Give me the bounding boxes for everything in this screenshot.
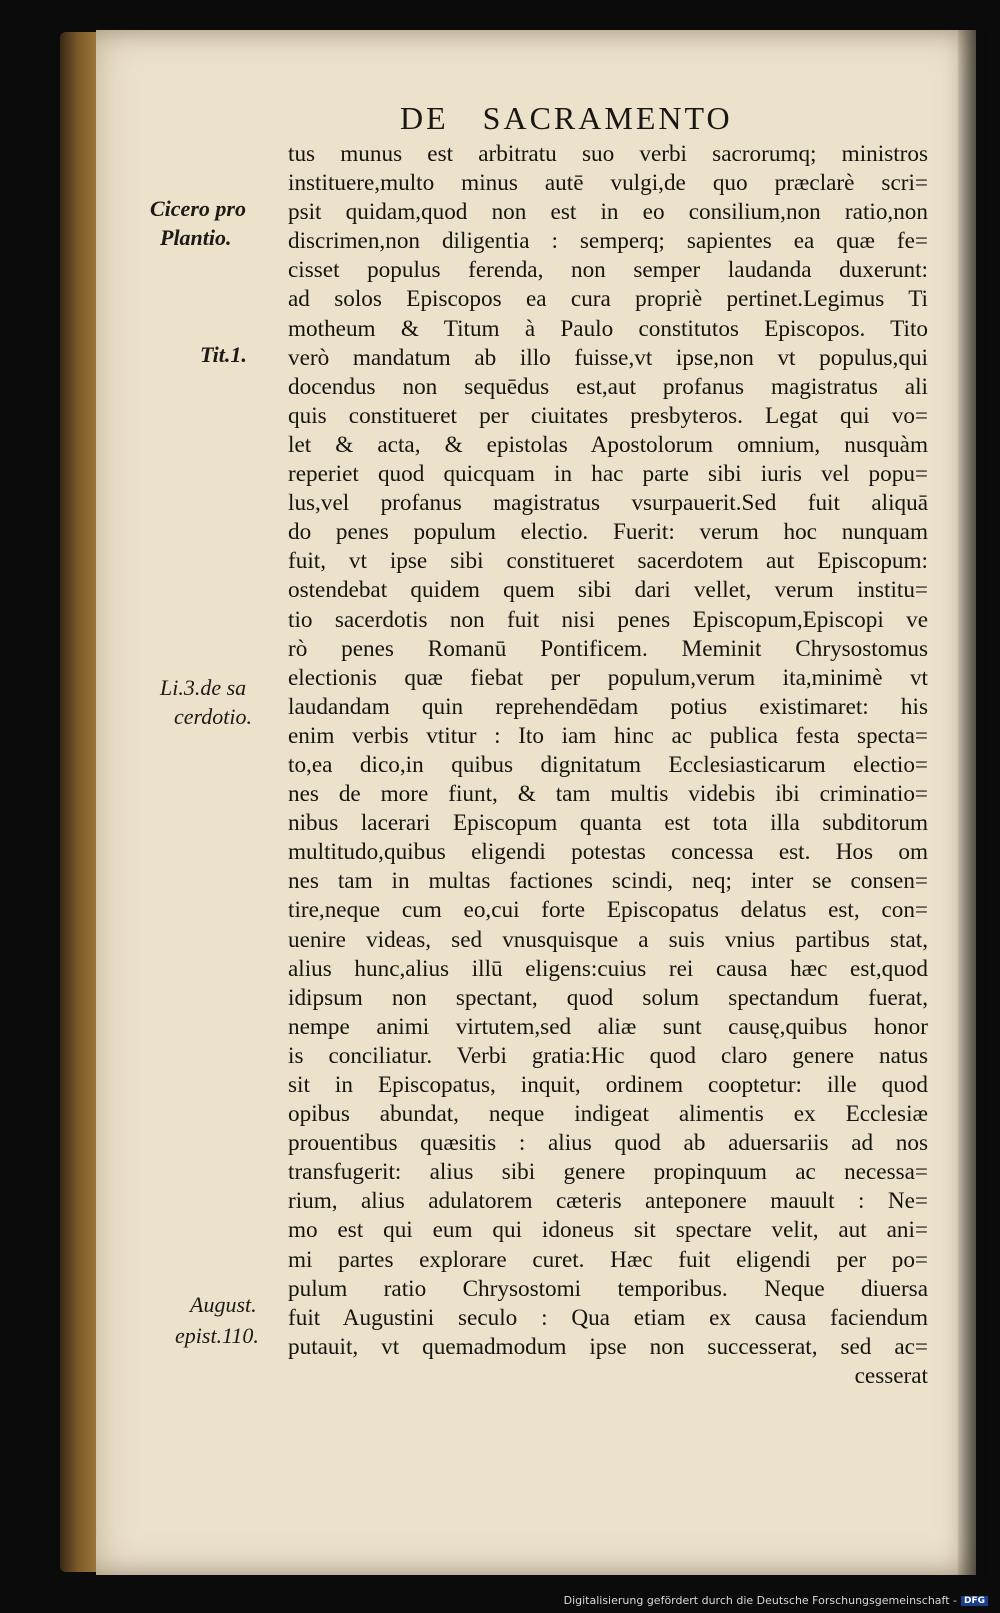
text-line: motheum & Titum à Paulo constitutos Episcopos. Tito — [288, 315, 928, 342]
text-line: quis constitueret per ciuitates presbyteros. Legat qui vo= — [288, 402, 928, 429]
dfg-logo: DFG — [961, 1596, 988, 1606]
text-line: opibus abundat, neque indigeat alimentis ex Ecclesiæ — [288, 1101, 928, 1128]
text-line: mo est qui eum qui idoneus sit spectare velit, aut ani= — [288, 1217, 928, 1244]
text-line: instituere,multo minus autē vulgi,de quo præclarè scri= — [288, 170, 928, 197]
text-line: rò penes Romanū Pontificem. Meminit Chrysostomus — [288, 635, 928, 662]
text-line: fuit Augustini seculo : Qua etiam ex causa faciendum — [288, 1304, 928, 1331]
text-line: tire,neque cum eo,cui forte Episcopatus delatus est, con= — [288, 897, 928, 924]
text-line: putauit, vt quemadmodum ipse non successerat, sed ac= — [288, 1333, 928, 1360]
margin-note-plantio: Plantio. — [160, 225, 232, 250]
margin-note-titus: Tit.1. — [200, 342, 247, 367]
text-line: mi partes explorare curet. Hæc fuit eligendi per po= — [288, 1246, 928, 1273]
margin-note-august: August. — [190, 1292, 257, 1317]
text-line: rium, alius adulatorem cæteris anteponere mauult : Ne= — [288, 1188, 928, 1215]
text-line: to,ea dico,in quibus dignitatum Ecclesiasticarum electio= — [288, 751, 928, 778]
body-text-block — [288, 140, 928, 1391]
text-line: laudandam quin reprehendēdam potius existimaret: his — [288, 693, 928, 720]
running-head-word-2: SACRAMENTO — [482, 100, 733, 136]
text-line: uenire videas, sed vnusquisque a suis vnius partibus stat, — [288, 926, 928, 953]
book-binding-edge — [60, 32, 100, 1572]
text-line: prouentibus quæsitis : alius quod ab aduersariis ad nos — [288, 1130, 928, 1157]
text-line: nibus lacerari Episcopum quanta est tota illa subditorum — [288, 810, 928, 837]
text-line: fuit, vt ipse sibi constitueret sacerdotem aut Episcopum: — [288, 548, 928, 575]
text-line: do penes populum electio. Fuerit: verum hoc nunquam — [288, 519, 928, 546]
text-line: cesserat — [854, 1362, 928, 1389]
text-line: idipsum non spectant, quod solum spectandum fuerat, — [288, 984, 928, 1011]
text-line: multitudo,quibus eligendi potestas concessa est. Hos om — [288, 839, 928, 866]
text-line: electionis quæ fiebat per populum,verum ita,minimè vt — [288, 664, 928, 691]
text-line: enim verbis vtitur : Ito iam hinc ac publica festa specta= — [288, 722, 928, 749]
running-head — [400, 100, 800, 137]
text-line: lus,vel profanus magistratus vsurpauerit.Sed fuit aliquā — [288, 490, 928, 517]
text-line: pulum ratio Chrysostomi temporibus. Neque diuersa — [288, 1275, 928, 1302]
text-line: ostendebat quidem quem sibi dari vellet, verum institu= — [288, 577, 928, 604]
text-line: psit quidam,quod non est in eo consilium,non ratio,non — [288, 199, 928, 226]
margin-note-cicero: Cicero pro — [150, 196, 246, 221]
margin-note-epist: epist.110. — [175, 1323, 259, 1348]
text-line: nempe animi virtutem,sed aliæ sunt causę,quibus honor — [288, 1013, 928, 1040]
text-line: tus munus est arbitratu suo verbi sacrorumq; ministros — [288, 141, 928, 167]
margin-note-de-sacerdotio-2: cerdotio. — [174, 704, 252, 729]
text-line: let & acta, & epistolas Apostolorum omnium, nusquàm — [288, 431, 928, 458]
text-line: ad solos Episcopos ea cura propriè pertinet.Legimus Ti — [288, 286, 928, 313]
footer-credit-text: Digitalisierung gefördert durch die Deutsche Forschungsgemeinschaft - — [563, 1594, 957, 1607]
text-line: sit in Episcopatus, inquit, ordinem cooptetur: ille quod — [288, 1072, 928, 1098]
text-line: docendus non sequēdus est,aut profanus magistratus ali — [288, 373, 928, 400]
text-line: nes tam in multas factiones scindi, neq; inter se consen= — [288, 868, 928, 895]
text-line: discrimen,non diligentia : semperq; sapientes ea quæ fe= — [288, 228, 928, 255]
text-line: reperiet quod quicquam in hac parte sibi iuris vel popu= — [288, 461, 928, 488]
text-line: nes de more fiunt, & tam multis videbis ibi criminatio= — [288, 781, 928, 808]
text-line: transfugerit: alius sibi genere propinquum ac necessa= — [288, 1159, 928, 1186]
text-line: alius hunc,alius illū eligens:cuius rei causa hæc est,quod — [288, 955, 928, 982]
digitization-credit — [564, 1594, 988, 1607]
margin-note-de-sacerdotio-1: Li.3.de sa — [160, 675, 247, 700]
text-line: verò mandatum ab illo fuisse,vt ipse,non vt populus,qui — [288, 344, 928, 371]
text-line: tio sacerdotis non fuit nisi penes Episcopum,Episcopi ve — [288, 606, 928, 633]
page-edge-shadow — [958, 30, 988, 1575]
text-line: cisset populus ferenda, non semper laudanda duxerunt: — [288, 257, 928, 284]
text-line: is conciliatur. Verbi gratia:Hic quod claro genere natus — [288, 1042, 928, 1069]
running-head-word-1: DE — [400, 100, 449, 136]
